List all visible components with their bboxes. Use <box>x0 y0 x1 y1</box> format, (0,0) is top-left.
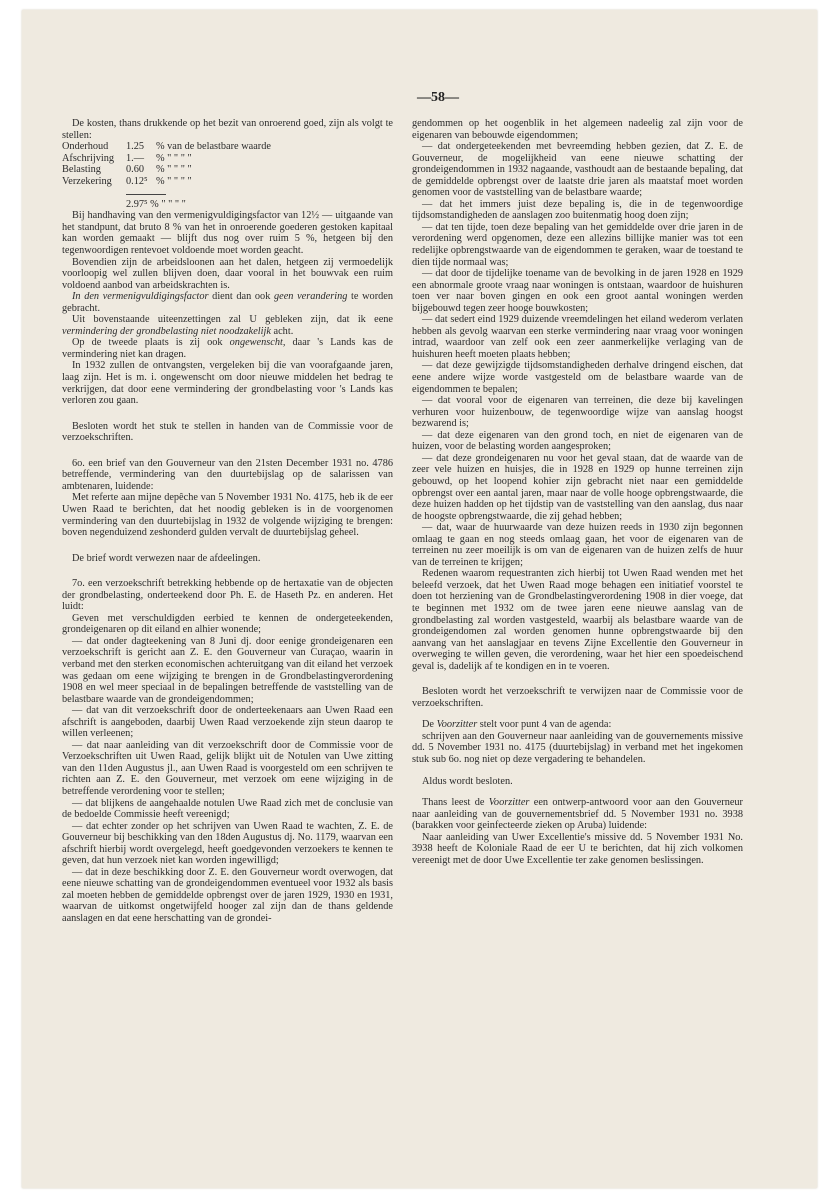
cost-total: 2.97⁵ % " " " " <box>62 187 393 210</box>
right-column <box>412 118 743 866</box>
paragraph: — dat deze gewijzigde tijdsomstandigheden derhalve dringend eischen, dat eene andere wijze worde vastgesteld om de belastbare waarde van de eigendommen te bepalen; <box>412 360 743 395</box>
paragraph: De kosten, thans drukkende op het bezit van onroerend goed, zijn als volgt te stellen: <box>62 118 393 141</box>
table-row: Afschrijving 1.— % " " " " <box>62 152 192 164</box>
paragraph: Naar aanleiding van Uwer Excellentie's missive dd. 5 November 1931 No. 3938 heeft de Koloniale Raad de eer U te berichten, dat hij zich volkomen vereenigt met de door Uwe Excellentie ter zake genomen beslissingen. <box>412 831 743 866</box>
paragraph: gendommen op het oogenblik in het algemeen nadeelig zal zijn voor de eigenaren van bebouwde eigendommen; <box>412 118 743 141</box>
paragraph: — dat naar aanleiding van dit verzoekschrift door de Commissie voor de Verzoekschriften uit Uwen Raad, gelijk blijkt uit de Notulen van Uwe zitting van den 11den Augustus jl., aan Uwen Raad is voorgesteld om een schrijven te richten aan Z. E. den Gouverneur, met verzoek om eene wijziging in de betreffende verordening voor te stellen; <box>62 739 393 797</box>
paragraph: — dat sedert eind 1929 duizende vreemdelingen het eiland wederom verlaten hebben als gevolg waarvan een sterke vermindering naar vraag voor woningen intrad, waardoor van zelf ook een zeer aanmerkelijke verlaging van de huishuren heeft moeten plaats hebben; <box>412 314 743 360</box>
paragraph: In 1932 zullen de ontvangsten, vergeleken bij die van voorafgaande jaren, laag zijn. Het is m. i. ongewenscht om door nieuwe middelen het bedrag te verkrijgen, dat door eene vermindering der grondbelasting voor 's Lands kas verloren zou gaan. <box>62 360 393 407</box>
paragraph: Uit bovenstaande uiteenzettingen zal U gebleken zijn, dat ik eene vermindering der grondbelasting niet noodzakelijk acht. <box>62 314 393 337</box>
cost-table <box>62 141 271 187</box>
paragraph: — dat in deze beschikking door Z. E. den Gouverneur wordt overwogen, dat eene nieuwe schatting van de grondeigendommen eventueel voor 1932 als basis zal moeten hebben de gemiddelde opbrengst over de jaren 1929, 1930 en 1931, waarvan de uitkomst ongetwijfeld hooger zal zijn dan de thans geldende aanslagen en dat eene herschatting van de grondei- <box>62 866 393 924</box>
paragraph: Op de tweede plaats is zij ook ongewenscht, daar 's Lands kas de vermindering niet kan dragen. <box>62 337 393 360</box>
paragraph: — dat deze eigenaren van den grond toch, en niet de eigenaren van de huizen, voor de belasting worden aangesproken; <box>412 429 743 453</box>
paragraph: — dat het immers juist deze bepaling is, die in de tegenwoordige tijdsomstandigheden de aanslagen zoo buitenmatig hoog doen zijn; <box>412 198 743 222</box>
paragraph: — dat, waar de huurwaarde van deze huizen reeds in 1930 zijn begonnen omlaag te gaan en nog steeds omlaag gaan, het voor de eigenaren van de terreinen nu zeer moeilijk is om van de eigenaren van de huizen zelfs de huur van de terreinen te krijgen; <box>412 522 743 568</box>
paragraph: 6o. een brief van den Gouverneur van den 21sten December 1931 no. 4786 betreffende, vermindering van den duurtebijslag op de salarissen van ambtenaren, luidende: <box>62 457 393 492</box>
paragraph: 7o. een verzoekschrift betrekking hebbende op de hertaxatie van de objecten der grondbelasting, onderteekend door Ph. E. de Haseth Pz. en anderen. Het luidt: <box>62 578 393 613</box>
paragraph: — dat deze grondeigenaren nu voor het geval staan, dat de waarde van de zeer vele huizen en huisjes, die in 1928 en 1929 op hunne terreinen zijn gebouwd, op het loopend kohier zijn gebracht niet naar een gemiddelde opbrengst over een aantal jaren, maar naar de volle hooge opbrengstwaarde, die deze huizen hadden op het tijdstip van de vaststelling van den aanslag, dus naar de hoogste opbrengstwaarde, die zij gehad hebben; <box>412 452 743 522</box>
paragraph: — dat ten tijde, toen deze bepaling van het gemiddelde over drie jaren in de verordening werd opgenomen, deze een allezins billijke manier was tot een redelijke opbrengstwaarde van de eigendommen te geraken, waar de toestand te dien tijde normaal was; <box>412 221 743 268</box>
paragraph: — dat blijkens de aangehaalde notulen Uwe Raad zich met de conclusie van de bedoelde Commissie heeft vereenigd; <box>62 797 393 821</box>
paragraph: Bij handhaving van den vermenigvuldigingsfactor van 12½ — uitgaande van het standpunt, dat bruto 8 % van het in onroerende goederen gestoken kapitaal kan worden gemaakt — blijft dus nog over ruim 5 %, hetgeen bij den tegenwoordigen rentevoet voldoende moet worden geacht. <box>62 210 393 257</box>
paragraph: De Voorzitter stelt voor punt 4 van de agenda: <box>422 719 612 731</box>
paragraph: Met referte aan mijne depêche van 5 November 1931 No. 4175, heb ik de eer Uwen Raad te berichten, dat het noodig gebleken is in de voorgenomen vermindering van den duurtebijslag in 1932 de volgende wijziging te brengen: boven negenduizend zeshonderd gulden vervalt de duurtebijslag geheel. <box>62 492 393 539</box>
table-row: Belasting 0.60 % " " " " <box>62 164 192 176</box>
page-number: —58— <box>417 90 459 105</box>
paragraph: — dat ondergeteekenden met bevreemding hebben gezien, dat Z. E. de Gouverneur, de mogelijkheid van eene nieuwe schatting der grondeigendommen in 1932 nagaande, vasthoudt aan de bestaande bepaling, dat de gemiddelde opbrengst over de laatste drie jaren als maatstaf moet worden genomen voor de vaststelling van de belastbare waarde; <box>412 141 743 199</box>
paragraph: Besloten wordt het stuk te stellen in handen van de Commissie voor de verzoekschriften. <box>62 420 393 444</box>
paragraph: Redenen waarom requestranten zich hierbij tot Uwen Raad wenden met het beleefd verzoek, dat het Uwen Raad moge behagen een initiatief voorstel te doen tot herziening van de Grondbelastingverordening 1908 in dier voege, dat te beginnen met 1932 om de twee jaren eene nieuwe aanslag van de grondbelasting zal worden vastgesteld, waarbij als belastbare waarde van de grondeigendomen zal worden genomen hunne opbrengstwaarde bij den aanvang van het aanslagjaar en tevens Zijne Excellentie den Gouverneur in overweging te willen geven, die verordening, waar het hier een spoedeischend geval is, dadelijk af te kondigen en in te voeren. <box>412 568 743 672</box>
paragraph: — dat door de tijdelijke toename van de bevolking in de jaren 1928 en 1929 een abnormale groote vraag naar woningen is ontstaan, waardoor de huishuren toen ver naar boven gingen en ook een groot aantal woningen werden bijgebouwd tegen zeer hooge bouwkosten; <box>412 268 743 314</box>
paragraph: Bovendien zijn de arbeidsloonen aan het dalen, hetgeen zij vermoedelijk voorloopig wel zullen blijven doen, daar vooral in het bouwvak een ruim voldoend aanbod van arbeidskrachten is. <box>62 256 393 291</box>
paragraph: schrijven aan den Gouverneur naar aanleiding van de gouvernements missive dd. 5 November 1931 no. 4175 (duurtebijslag) in verband met het ingekomen stuk sub 6o. nog niet op deze vergadering te behandelen. <box>412 730 743 765</box>
paragraph: Geven met verschuldigden eerbied te kennen de ondergeteekenden, grondeigenaren op dit eiland en alhier wonende; <box>62 612 393 636</box>
table-row: Verzekering 0.12⁵ % " " " " <box>62 175 192 187</box>
table-row: Onderhoud 1.25 % van de belastbare waarde <box>62 141 271 153</box>
paragraph: Aldus wordt besloten. <box>422 775 513 787</box>
paragraph: — dat onder dagteekening van 8 Juni dj. door eenige grondeigenaren een verzoekschrift is gericht aan Z. E. den Gouverneur van Curaçao, waarin in verband met den sterken economischen achteruitgang van dit eiland het verzoek was gedaan om eene wijziging te brengen in de Grondbelastingverordening 1908 en wel meer speciaal in de bepalingen betreffende de vaststelling van de belastbare waarde van de grondeigendommen; <box>62 635 393 705</box>
paragraph: In den vermenigvuldigingsfactor dient dan ook geen verandering te worden gebracht. <box>62 291 393 314</box>
paragraph: De brief wordt verwezen naar de afdeelingen. <box>72 552 261 564</box>
paragraph: — dat van dit verzoekschrift door de onderteekenaars aan Uwen Raad een afschrift is aangeboden, daarbij Uwen Raad verzoekende zijn steun daarop te willen verleenen; <box>62 705 393 740</box>
paragraph: Thans leest de Voorzitter een ontwerp-antwoord voor aan den Gouverneur naar aanleiding van de gouvernementsbrief dd. 5 November 1931 no. 3938 (barakken voor geinfecteerde zieken op Aruba) luidende: <box>412 797 743 832</box>
left-column <box>62 118 393 925</box>
paragraph: — dat echter zonder op het schrijven van Uwen Raad te wachten, Z. E. de Gouverneur bij beschikking van den 18den Augustus dj. No. 1179, waarvan een afschrift hierbij wordt overgelegd, heeft goedgevonden verzoekers te kennen te geven, dat hun verzoek niet kan worden ingewilligd; <box>62 820 393 867</box>
document-page <box>22 10 817 1188</box>
paragraph: Besloten wordt het verzoekschrift te verwijzen naar de Commissie voor de verzoekschriften. <box>412 686 743 709</box>
paragraph: — dat vooral voor de eigenaren van terreinen, die deze bij kavelingen verhuren voor huizenbouw, de tegenwoordige wijze van aanslag hoogst bezwarend is; <box>412 395 743 430</box>
